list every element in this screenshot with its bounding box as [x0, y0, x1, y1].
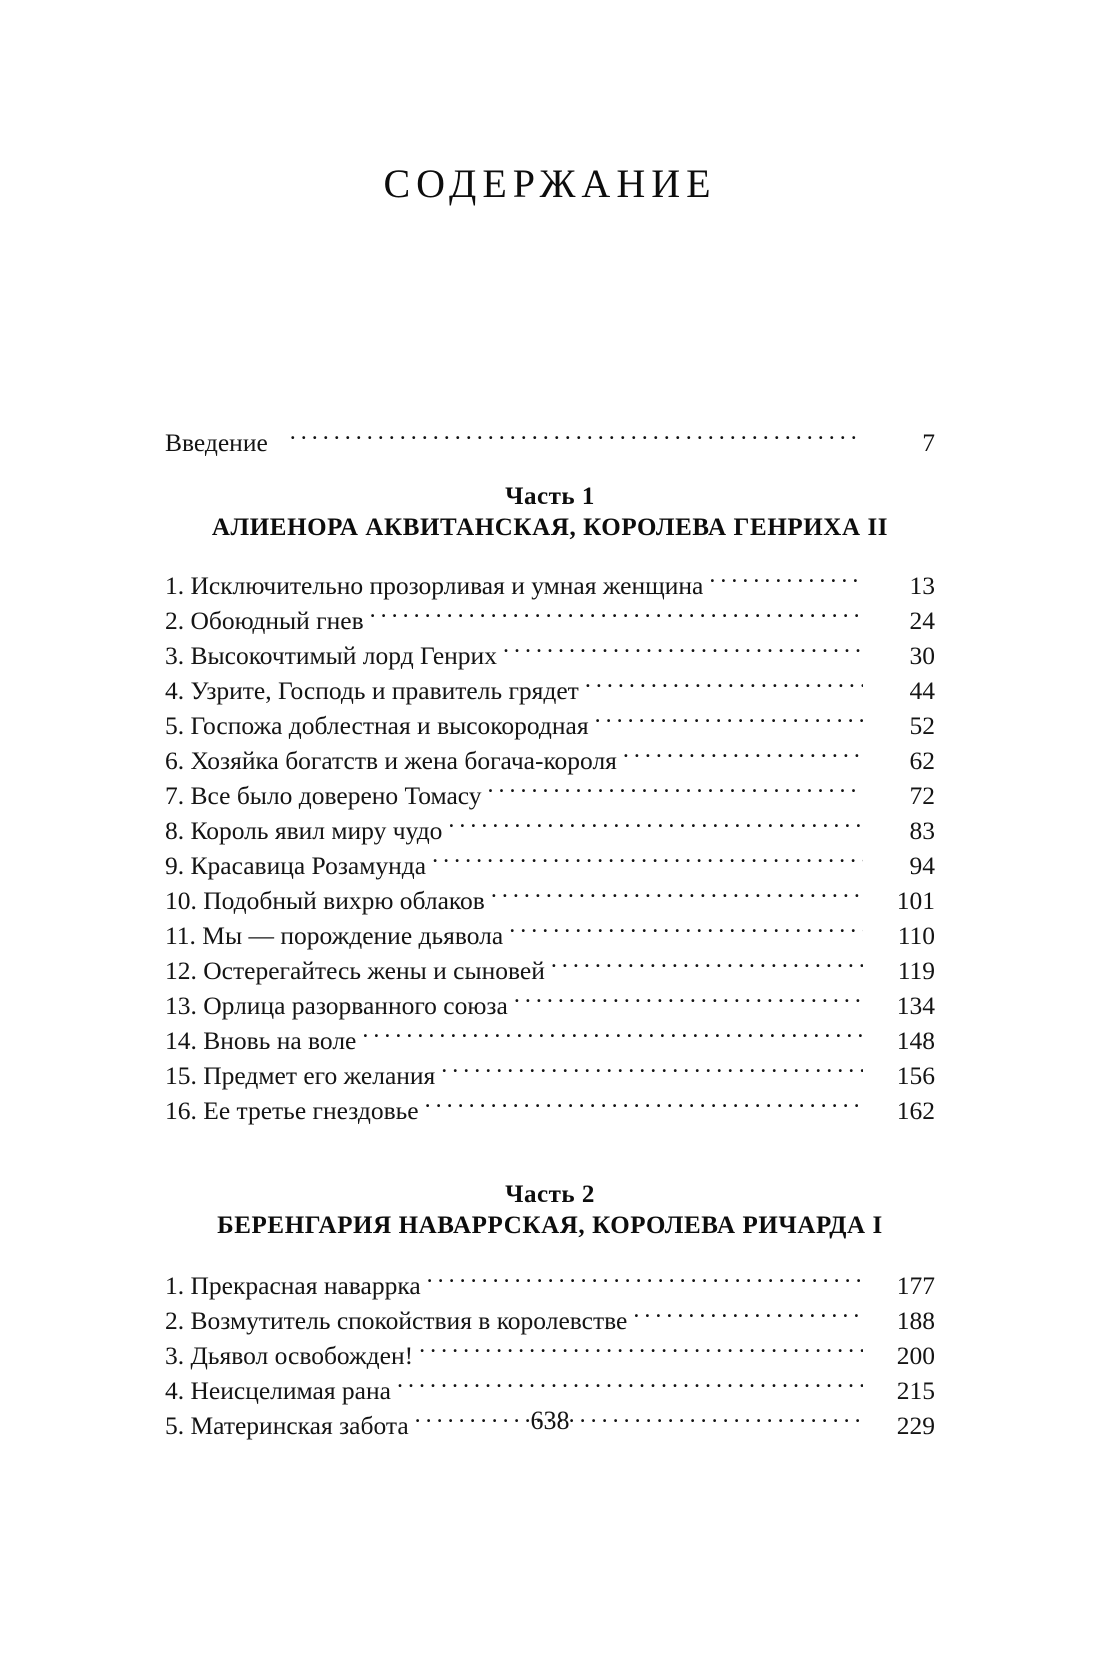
toc-entry[interactable] — [165, 1058, 935, 1093]
toc-entry-page: 13 — [909, 571, 935, 600]
page-folio: 638 — [530, 1406, 570, 1435]
toc-entry-page: 148 — [896, 1026, 935, 1055]
toc-entry[interactable] — [165, 708, 935, 743]
toc-entry-label: 9. Красавица Розамунда — [165, 851, 427, 880]
toc-entry-label: 10. Подобный вихрю облаков — [165, 886, 485, 915]
dot-leader — [709, 569, 863, 595]
toc-entry-page: 177 — [896, 1271, 935, 1300]
toc-entry[interactable] — [165, 568, 935, 603]
toc-entry-label: 6. Хозяйка богатств и жена богача-короля — [165, 746, 617, 775]
dot-leader — [427, 1269, 863, 1295]
toc-entry-page: 52 — [909, 711, 935, 740]
toc-entry[interactable] — [165, 988, 935, 1023]
toc-entry[interactable] — [165, 1373, 935, 1408]
toc-entry-page: 162 — [896, 1096, 935, 1125]
toc-entry-label: 5. Материнская забота — [165, 1411, 409, 1440]
dot-leader — [488, 779, 864, 805]
toc-entry-label: 4. Неисцелимая рана — [165, 1376, 391, 1405]
toc-entry[interactable] — [165, 673, 935, 708]
dot-leader — [551, 954, 863, 980]
toc-entry-page: 101 — [896, 886, 935, 915]
toc-entry-label: 2. Обоюдный гнев — [165, 606, 364, 635]
toc-entry-page: 119 — [897, 956, 935, 985]
dot-leader — [425, 1094, 863, 1120]
toc-entry-label: 12. Остерегайтесь жены и сыновей — [165, 956, 545, 985]
dot-leader — [362, 1024, 863, 1050]
toc-entry-label: 5. Госпожа доблестная и высокородная — [165, 711, 589, 740]
part-title: АЛИЕНОРА АКВИТАНСКАЯ, КОРОЛЕВА ГЕНРИХА II — [211, 514, 889, 541]
toc-entry-page: 30 — [909, 641, 935, 670]
toc-entry[interactable] — [165, 1023, 935, 1058]
dot-leader — [432, 849, 863, 875]
dot-leader — [514, 989, 863, 1015]
title-spacer — [165, 207, 935, 425]
part-heading-1 — [165, 460, 935, 568]
toc-entry[interactable] — [165, 1303, 935, 1338]
toc-entry-label: 1. Прекрасная наваррка — [165, 1271, 421, 1300]
toc-entry[interactable] — [165, 848, 935, 883]
toc-entry-page: 156 — [896, 1061, 935, 1090]
dot-leader — [441, 1059, 863, 1085]
toc-entry-page: 188 — [896, 1306, 935, 1335]
dot-leader — [448, 814, 863, 840]
dot-leader — [419, 1339, 863, 1365]
toc-entry-label: 3. Дьявол освобожден! — [165, 1341, 414, 1370]
toc-entry-page: 62 — [909, 746, 935, 775]
dot-leader — [509, 919, 863, 945]
toc-entry[interactable] — [165, 953, 935, 988]
part-number-label: Часть 1 — [505, 483, 595, 510]
toc-entry-label: 2. Возмутитель спокойствия в королевстве — [165, 1306, 628, 1335]
toc-entry-page: 110 — [897, 921, 935, 950]
toc-entry[interactable] — [165, 603, 935, 638]
toc-entry-label: 1. Исключительно прозорливая и умная женщина — [165, 571, 704, 600]
toc-entry[interactable] — [165, 1268, 935, 1303]
toc-entry-label: 14. Вновь на воле — [165, 1026, 357, 1055]
toc-entry[interactable] — [165, 1338, 935, 1373]
toc-entry-label: 4. Узрите, Господь и правитель грядет — [165, 676, 579, 705]
toc-entry[interactable] — [165, 778, 935, 813]
toc-entry[interactable] — [165, 638, 935, 673]
toc-entry-introduction[interactable] — [165, 425, 935, 460]
dot-leader — [633, 1304, 863, 1330]
toc-entry-label: 11. Мы — порождение дьявола — [165, 921, 504, 950]
toc-entry-label: 8. Король явил миру чудо — [165, 816, 443, 845]
dot-leader — [397, 1374, 863, 1400]
toc-entry[interactable] — [165, 918, 935, 953]
toc-entry[interactable] — [165, 743, 935, 778]
toc-entry-label: 15. Предмет его желания — [165, 1061, 436, 1090]
toc-entry-page: 83 — [909, 816, 935, 845]
toc-content — [165, 0, 935, 1443]
toc-entry-page: 72 — [909, 781, 935, 810]
dot-leader — [491, 884, 863, 910]
toc-entry-label: 7. Все было доверено Томасу — [165, 781, 482, 810]
toc-entry-page: 229 — [896, 1411, 935, 1440]
toc-entry-page: 215 — [896, 1376, 935, 1405]
dot-leader — [503, 639, 863, 665]
toc-entry-page: 7 — [922, 428, 935, 457]
toc-entry-page: 24 — [909, 606, 935, 635]
dot-leader — [370, 604, 863, 630]
toc-entry-label: 3. Высокочтимый лорд Генрих — [165, 641, 497, 670]
dot-leader — [623, 744, 863, 770]
toc-list-part-1 — [165, 568, 935, 1128]
toc-entry-label: 13. Орлица разорванного союза — [165, 991, 508, 1020]
dot-leader — [290, 426, 863, 452]
toc-entry-page: 94 — [909, 851, 935, 880]
toc-entry-page: 134 — [896, 991, 935, 1020]
toc-entry[interactable] — [165, 883, 935, 918]
part-number-label: Часть 2 — [505, 1181, 595, 1208]
toc-entry-label: Введение — [165, 428, 268, 457]
toc-entry-label: 16. Ее третье гнездовье — [165, 1096, 419, 1125]
toc-entry[interactable] — [165, 1093, 935, 1128]
part-title: БЕРЕНГАРИЯ НАВАРРСКАЯ, КОРОЛЕВА РИЧАРДА I — [217, 1212, 883, 1239]
dot-leader — [595, 709, 863, 735]
toc-entry-page: 44 — [909, 676, 935, 705]
page-title: СОДЕРЖАНИЕ — [383, 161, 717, 206]
dot-leader — [585, 674, 863, 700]
part-heading-2 — [165, 1128, 935, 1268]
toc-entry-page: 200 — [896, 1341, 935, 1370]
toc-entry[interactable] — [165, 813, 935, 848]
